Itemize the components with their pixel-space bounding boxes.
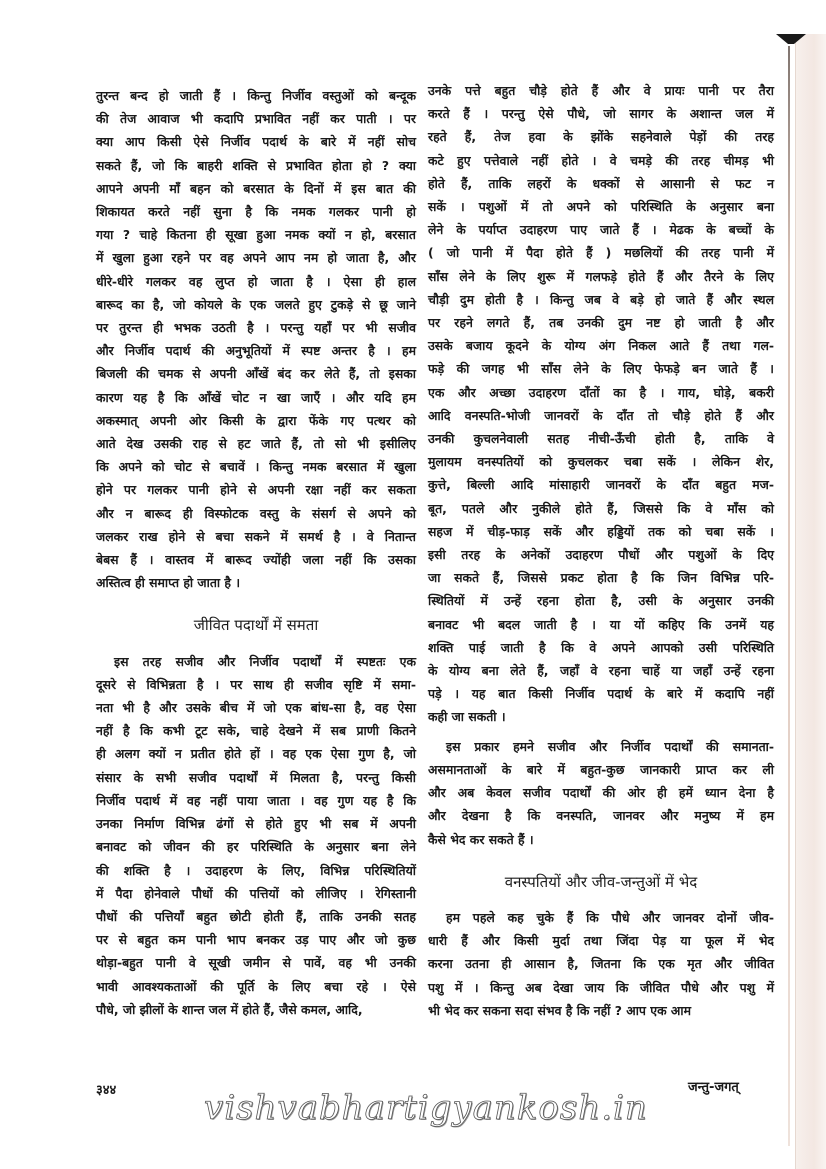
left-column xyxy=(96,84,416,1021)
text-line: पौधों की पत्तियाँ बहुत छोटी होती हैं, ताकि उनकी सतह xyxy=(96,908,416,924)
text-line: स्थितियों में उन्हें रहना होता है, उसी के अनुसार उनकी xyxy=(428,593,774,609)
paragraph xyxy=(428,735,774,851)
text-line: पशु में । किन्तु अब देखा जाय कि जीवित पौधे और पशु में xyxy=(428,979,775,995)
text-line: अस्तित्व ही समाप्त हो जाता है । xyxy=(96,575,241,591)
text-line: गया ? चाहे कितना ही सूखा हुआ नमक क्यों न हो, बरसात xyxy=(96,227,416,243)
text-line: कही जा सकती । xyxy=(428,709,506,725)
text-line: अकस्मात् अपनी ओर किसी के द्वारा फेंके गए पत्थर को xyxy=(96,412,416,428)
binding-crease xyxy=(788,46,790,1146)
text-line: पर रहने लगते हैं, तब उनकी दुम नष्ट हो जाती है और xyxy=(428,315,774,331)
text-line: रहते हैं, तेज हवा के झोंके सहनेवाले पेड़ों की तरह xyxy=(428,129,774,145)
text-line: आते देख उसकी राह से हट जाते हैं, तो सो भी इसीलिए xyxy=(96,436,416,452)
text-line: में पैदा होनेवाले पौधों की पत्तियों को लीजिए । रेगिस्तानी xyxy=(96,885,416,901)
text-line: नहीं है कि कभी टूट सके, चाहे देखने में सब प्राणी कितने xyxy=(96,723,416,739)
running-title: जन्तु-जगत् xyxy=(688,1080,739,1095)
text-line: उनकी कुचलनेवाली सतह नीची-ऊँची होती है, ताकि वे xyxy=(428,431,774,447)
text-line: कि अपने को चोट से बचावें । किन्तु नमक बरसात में खुला xyxy=(96,459,416,475)
text-line: इस तरह सजीव और निर्जीव पदार्थों में स्पष्टतः एक xyxy=(114,653,416,669)
text-line: और न बारूद ही विस्फोटक वस्तु के संसर्ग से अपने को xyxy=(96,505,416,521)
text-line: इस प्रकार हमने सजीव और निर्जीव पदार्थों की समानता- xyxy=(446,738,774,754)
text-line: जलकर राख होने से बचा सकने में समर्थ है । वे नितान्त xyxy=(96,528,416,544)
text-line: की शक्ति है । उदाहरण के लिए, विभिन्न परिस्थितियों xyxy=(96,862,416,878)
text-line: कारण यह है कि आँखें चोट न खा जाएँ । और यदि हम xyxy=(96,389,416,405)
text-line: हम पहले कह चुके हैं कि पौधे और जानवर दोनों जीव- xyxy=(446,909,774,925)
text-line: पर से बहुत कम पानी भाप बनकर उड़ पाए और जो कुछ xyxy=(96,932,416,948)
text-line: निर्जीव पदार्थ में वह नहीं पाया जाता । वह गुण यह है कि xyxy=(96,792,416,808)
text-line: पड़े । यह बात किसी निर्जीव पदार्थ के बारे में कदापि नहीं xyxy=(428,686,774,702)
text-line: शिकायत करते नहीं सुना है कि नमक गलकर पानी हो xyxy=(96,204,416,220)
text-line: फड़े की जगह भी साँस लेने के लिए फेफड़े बन जाते हैं । xyxy=(428,361,774,377)
text-line: क्या आप किसी ऐसे निर्जीव पदार्थ के बारे में नहीं सोच xyxy=(96,134,416,150)
right-column xyxy=(428,79,774,1022)
text-line: आदि वनस्पति-भोजी जानवरों के दाँत तो चौड़े होते हैं और xyxy=(428,407,774,423)
text-line: जा सकते हैं, जिससे प्रकट होता है कि जिन विभिन्न परि- xyxy=(428,570,774,586)
page-spine-shadow xyxy=(795,34,826,1169)
text-line: धारी हैं और किसी मुर्दा तथा जिंदा पेड़ या फूल में भेद xyxy=(428,933,774,949)
text-line: एक और अच्छा उदाहरण दाँतों का है । गाय, घोड़े, बकरी xyxy=(428,384,774,400)
text-line: शक्ति पाई जाती है कि वे अपने आपको उसी परिस्थिति xyxy=(428,639,774,655)
text-line: साँस लेने के लिए शुरू में गलफड़े होते हैं और तैरने के लिए xyxy=(428,268,774,284)
text-line: सकते हैं, जो कि बाहरी शक्ति से प्रभावित होता हो ? क्या xyxy=(96,157,416,173)
text-line: बनावट भी बदल जाती है । या यों कहिए कि उनमें यह xyxy=(428,616,774,632)
text-line: कुत्ते, बिल्ली आदि मांसाहारी जानवरों के दाँत बहुत मज- xyxy=(428,477,774,493)
text-line: होते हैं, ताकि लहरों के धक्कों से आसानी से फट न xyxy=(428,175,774,191)
text-line: दूसरे से विभिन्नता है । पर साथ ही सजीव सृष्टि में समा- xyxy=(96,676,416,692)
text-line: बनावट को जीवन की हर परिस्थिति के अनुसार बना लेने xyxy=(96,839,416,855)
text-line: करते हैं । परन्तु ऐसे पौधे, जो सागर के अशान्त जल में xyxy=(428,106,774,122)
text-line: ही अलग क्यों न प्रतीत होते हों । वह एक ऐसा गुण है, जो xyxy=(96,746,416,762)
text-line: में खुला हुआ रहने पर वह अपने आप नम हो जाता है, और xyxy=(96,250,416,266)
text-line: उनके पत्ते बहुत चौड़े होते हैं और वे प्रायः पानी पर तैरा xyxy=(428,83,774,98)
text-line: उनका निर्माण विभिन्न ढंगों से होते हुए भी सब में अपनी xyxy=(96,816,416,832)
text-line: धीरे-धीरे गलकर वह लुप्त हो जाता है । ऐसा ही हाल xyxy=(96,273,416,289)
text-line: बूत, पतले और नुकीले होते हैं, जिससे कि वे माँस को xyxy=(428,500,774,516)
text-line: लेने के पर्याप्त उदाहरण पाए जाते हैं । मेढक के बच्चों के xyxy=(428,222,774,238)
text-line: भावी आवश्यकताओं की पूर्ति के लिए बचा रहे । ऐसे xyxy=(96,978,416,994)
text-line: और अब केवल सजीव पदार्थों की ओर ही हमें ध्यान देना है xyxy=(428,785,774,801)
page-number: ३४४ xyxy=(96,1083,117,1098)
text-line: के योग्य बना लेते हैं, जहाँ वे रहना चाहें या जहाँ उन्हें रहना xyxy=(428,663,774,679)
text-line: आपने अपनी माँ बहन को बरसात के दिनों में इस बात की xyxy=(96,180,416,196)
watermark: vishvabhartigyankosh.in xyxy=(204,1088,648,1128)
text-line: करना उतना ही आसान है, जितना कि एक मृत और जीवित xyxy=(428,956,774,972)
text-line: सकें । पशुओं में तो अपने को परिस्थिति के अनुसार बना xyxy=(428,199,774,215)
text-line: संसार के सभी सजीव पदार्थों में मिलता है, परन्तु किसी xyxy=(96,769,416,785)
section-heading: जीवित पदार्थों में समता xyxy=(193,616,319,635)
text-line: की तेज आवाज भी कदापि प्रभावित नहीं कर पाती । पर xyxy=(96,111,416,127)
text-line: पौधे, जो झीलों के शान्त जल में होते हैं, जैसे कमल, आदि, xyxy=(96,1001,363,1017)
text-line: सहज में चीड़-फाड़ सकें और हड्डियों तक को चबा सकें । xyxy=(428,523,774,539)
text-line: असमानताओं के बारे में बहुत-कुछ जानकारी प्राप्त कर ली xyxy=(428,761,774,777)
text-line: कैसे भेद कर सकते हैं । xyxy=(428,831,534,847)
text-line: बेबस हैं । वास्तव में बारूद ज्योंही जला नहीं कि उसका xyxy=(96,552,416,568)
text-line: बारूद का है, जो कोयले के एक जलते हुए टुकड़े से छू जाने xyxy=(96,296,416,312)
text-line: तुरन्त बन्द हो जाती हैं । किन्तु निर्जीव वस्तुओं को बन्दूक xyxy=(96,88,416,103)
paragraph xyxy=(428,79,774,729)
text-line: और निर्जीव पदार्थ की अनुभूतियों में स्पष्ट अन्तर है । हम xyxy=(96,343,416,359)
text-line: कटे हुए पत्तेवाले नहीं होते । वे चमड़े की तरह चीमड़ भी xyxy=(428,152,774,168)
paragraph xyxy=(96,84,416,594)
text-line: थोड़ा-बहुत पानी वे सूखी जमीन से पावें, वह भी उनकी xyxy=(96,955,416,971)
section-heading: वनस्पतियों और जीव-जन्तुओं में भेद xyxy=(504,872,698,891)
text-line: भी भेद कर सकना सदा संभव है कि नहीं ? आप एक आम xyxy=(428,1002,691,1018)
text-line: ( जो पानी में पैदा होते हैं ) मछलियों की तरह पानी में xyxy=(428,245,774,261)
text-line: और देखना है कि वनस्पति, जानवर और मनुष्य में हम xyxy=(428,808,774,824)
text-line: होने पर गलकर पानी होने से अपनी रक्षा नहीं कर सकता xyxy=(96,482,416,498)
paragraph xyxy=(428,906,774,1022)
text-line: इसी तरह के अनेकों उदाहरण पौधों और पशुओं के दिए xyxy=(428,547,774,563)
paragraph xyxy=(96,650,416,1021)
text-line: मुलायम वनस्पतियों को कुचलकर चबा सकें । लेकिन शेर, xyxy=(428,454,774,470)
text-line: बिजली की चमक से अपनी आँखें बंद कर लेते हैं, तो इसका xyxy=(96,366,416,382)
text-line: उसके बजाय कूदने के योग्य अंग निकल आते हैं तथा गल- xyxy=(428,338,774,354)
text-line: नता भी है और उसके बीच में जो एक बांध-सा है, वह ऐसा xyxy=(96,700,416,716)
text-line: चौड़ी दुम होती है । किन्तु जब वे बड़े हो जाते हैं और स्थल xyxy=(428,291,774,307)
text-line: पर तुरन्त ही भभक उठती है । परन्तु यहाँ पर भी सजीव xyxy=(96,320,416,336)
